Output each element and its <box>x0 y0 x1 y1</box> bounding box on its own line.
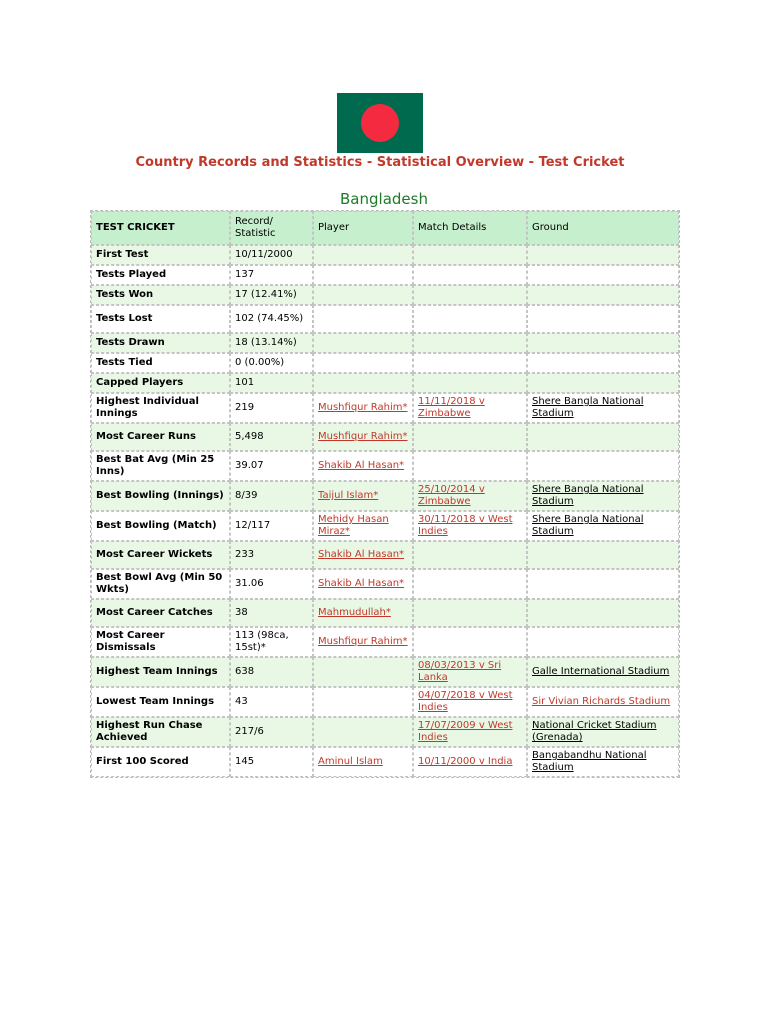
flag-red-disc <box>361 104 399 142</box>
row-player <box>313 569 413 599</box>
row-statistic: 5,498 <box>230 423 313 451</box>
row-ground <box>527 511 679 541</box>
player-link[interactable]: Mushfiqur Rahim* <box>318 402 408 413</box>
player-link[interactable]: Aminul Islam <box>318 756 383 767</box>
row-label: Best Bowling (Match) <box>91 511 230 541</box>
row-label: First Test <box>91 245 230 265</box>
row-match-details <box>413 599 527 627</box>
country-heading: Bangladesh <box>340 190 428 208</box>
table-row <box>91 717 679 747</box>
row-player <box>313 285 413 305</box>
player-link[interactable]: Taijul Islam* <box>318 490 379 501</box>
row-match-details <box>413 333 527 353</box>
row-match-details <box>413 569 527 599</box>
table-row <box>91 373 679 393</box>
row-label: Highest Team Innings <box>91 657 230 687</box>
row-ground <box>527 305 679 333</box>
row-statistic: 12/117 <box>230 511 313 541</box>
table-body <box>91 245 679 777</box>
test-cricket-stats-table <box>90 210 680 778</box>
row-match-details <box>413 245 527 265</box>
bangladesh-flag <box>337 93 423 153</box>
row-label: Tests Played <box>91 265 230 285</box>
row-statistic: 102 (74.45%) <box>230 305 313 333</box>
match-details-link[interactable]: 10/11/2000 v India <box>418 756 513 767</box>
row-match-details <box>413 423 527 451</box>
row-player <box>313 541 413 569</box>
row-label: Highest Run Chase Achieved <box>91 717 230 747</box>
row-label: Most Career Wickets <box>91 541 230 569</box>
row-statistic: 233 <box>230 541 313 569</box>
row-statistic: 8/39 <box>230 481 313 511</box>
row-ground <box>527 285 679 305</box>
row-player <box>313 245 413 265</box>
row-match-details <box>413 393 527 423</box>
table-row <box>91 627 679 657</box>
row-label: First 100 Scored <box>91 747 230 777</box>
row-label: Tests Drawn <box>91 333 230 353</box>
player-link[interactable]: Mushfiqur Rahim* <box>318 431 408 442</box>
table-row <box>91 747 679 777</box>
row-player <box>313 265 413 285</box>
row-player <box>313 657 413 687</box>
row-label: Best Bowl Avg (Min 50 Wkts) <box>91 569 230 599</box>
row-match-details <box>413 481 527 511</box>
ground-link[interactable]: National Cricket Stadium (Grenada) <box>532 720 657 743</box>
row-ground <box>527 353 679 373</box>
row-player <box>313 627 413 657</box>
table-row <box>91 265 679 285</box>
row-ground <box>527 373 679 393</box>
row-player <box>313 373 413 393</box>
row-label: Best Bowling (Innings) <box>91 481 230 511</box>
row-player <box>313 599 413 627</box>
row-statistic: 145 <box>230 747 313 777</box>
row-label: Highest Individual Innings <box>91 393 230 423</box>
row-label: Lowest Team Innings <box>91 687 230 717</box>
table-row <box>91 687 679 717</box>
row-statistic: 18 (13.14%) <box>230 333 313 353</box>
ground-link[interactable]: Shere Bangla National Stadium <box>532 484 644 507</box>
row-ground <box>527 265 679 285</box>
row-ground <box>527 423 679 451</box>
row-ground <box>527 747 679 777</box>
player-link[interactable]: Shakib Al Hasan* <box>318 578 405 589</box>
table-row <box>91 305 679 333</box>
row-label: Most Career Dismissals <box>91 627 230 657</box>
row-statistic: 101 <box>230 373 313 393</box>
match-details-link[interactable]: 30/11/2018 v West Indies <box>418 514 513 537</box>
player-link[interactable]: Shakib Al Hasan* <box>318 460 405 471</box>
row-label: Capped Players <box>91 373 230 393</box>
row-match-details <box>413 717 527 747</box>
row-statistic: 638 <box>230 657 313 687</box>
row-ground <box>527 393 679 423</box>
table-row <box>91 245 679 265</box>
row-label: Most Career Catches <box>91 599 230 627</box>
row-label: Tests Tied <box>91 353 230 373</box>
row-player <box>313 511 413 541</box>
match-details-link[interactable]: 08/03/2013 v Sri Lanka <box>418 660 502 683</box>
ground-link[interactable]: Sir Vivian Richards Stadium <box>532 696 671 707</box>
row-match-details <box>413 285 527 305</box>
table-row <box>91 511 679 541</box>
row-statistic: 113 (98ca, 15st)* <box>230 627 313 657</box>
table-header-row <box>91 211 679 245</box>
ground-link[interactable]: Shere Bangla National Stadium <box>532 514 644 537</box>
table-row <box>91 393 679 423</box>
row-ground <box>527 599 679 627</box>
row-match-details <box>413 373 527 393</box>
row-player <box>313 353 413 373</box>
row-player <box>313 333 413 353</box>
ground-link[interactable]: Galle International Stadium <box>532 666 670 677</box>
player-link[interactable]: Mehidy Hasan Miraz* <box>318 514 389 537</box>
table-row <box>91 451 679 481</box>
row-statistic: 137 <box>230 265 313 285</box>
header-player: Player <box>313 211 413 245</box>
row-statistic: 38 <box>230 599 313 627</box>
row-match-details <box>413 627 527 657</box>
table-row <box>91 285 679 305</box>
row-label: Tests Lost <box>91 305 230 333</box>
player-link[interactable]: Mahmudullah* <box>318 607 391 618</box>
row-match-details <box>413 747 527 777</box>
row-statistic: 43 <box>230 687 313 717</box>
row-statistic: 217/6 <box>230 717 313 747</box>
row-player <box>313 481 413 511</box>
match-details-link[interactable]: 25/10/2014 v Zimbabwe <box>418 484 485 507</box>
table-row <box>91 353 679 373</box>
match-details-link[interactable]: 17/07/2009 v West Indies <box>418 720 513 743</box>
match-details-link[interactable]: 04/07/2018 v West Indies <box>418 690 513 713</box>
row-match-details <box>413 353 527 373</box>
page-title: Country Records and Statistics - Statistical Overview - Test Cricket <box>135 155 625 170</box>
row-statistic: 31.06 <box>230 569 313 599</box>
player-link[interactable]: Mushfiqur Rahim* <box>318 636 408 647</box>
row-match-details <box>413 451 527 481</box>
table-row <box>91 599 679 627</box>
row-match-details <box>413 305 527 333</box>
row-statistic: 10/11/2000 <box>230 245 313 265</box>
table-row <box>91 569 679 599</box>
row-statistic: 17 (12.41%) <box>230 285 313 305</box>
row-ground <box>527 451 679 481</box>
row-ground <box>527 657 679 687</box>
row-statistic: 0 (0.00%) <box>230 353 313 373</box>
header-test-cricket: TEST CRICKET <box>91 211 230 245</box>
table-row <box>91 481 679 511</box>
header-match-details: Match Details <box>413 211 527 245</box>
player-link[interactable]: Shakib Al Hasan* <box>318 549 405 560</box>
row-player <box>313 747 413 777</box>
table-row <box>91 423 679 451</box>
row-match-details <box>413 511 527 541</box>
row-ground <box>527 245 679 265</box>
header-record-statistic: Record/ Statistic <box>230 211 313 245</box>
row-statistic: 39.07 <box>230 451 313 481</box>
row-label: Best Bat Avg (Min 25 Inns) <box>91 451 230 481</box>
row-player <box>313 393 413 423</box>
row-ground <box>527 481 679 511</box>
ground-link[interactable]: Shere Bangla National Stadium <box>532 396 644 419</box>
row-ground <box>527 569 679 599</box>
row-label: Tests Won <box>91 285 230 305</box>
row-label: Most Career Runs <box>91 423 230 451</box>
row-player <box>313 305 413 333</box>
row-player <box>313 717 413 747</box>
table-row <box>91 657 679 687</box>
header-ground: Ground <box>527 211 679 245</box>
row-player <box>313 687 413 717</box>
match-details-link[interactable]: 11/11/2018 v Zimbabwe <box>418 396 485 419</box>
ground-link[interactable]: Bangabandhu National Stadium <box>532 750 647 773</box>
row-match-details <box>413 687 527 717</box>
row-player <box>313 451 413 481</box>
row-match-details <box>413 265 527 285</box>
row-player <box>313 423 413 451</box>
row-ground <box>527 333 679 353</box>
row-match-details <box>413 541 527 569</box>
row-ground <box>527 627 679 657</box>
row-ground <box>527 687 679 717</box>
row-match-details <box>413 657 527 687</box>
row-statistic: 219 <box>230 393 313 423</box>
table-row <box>91 541 679 569</box>
row-ground <box>527 541 679 569</box>
row-ground <box>527 717 679 747</box>
table-row <box>91 333 679 353</box>
